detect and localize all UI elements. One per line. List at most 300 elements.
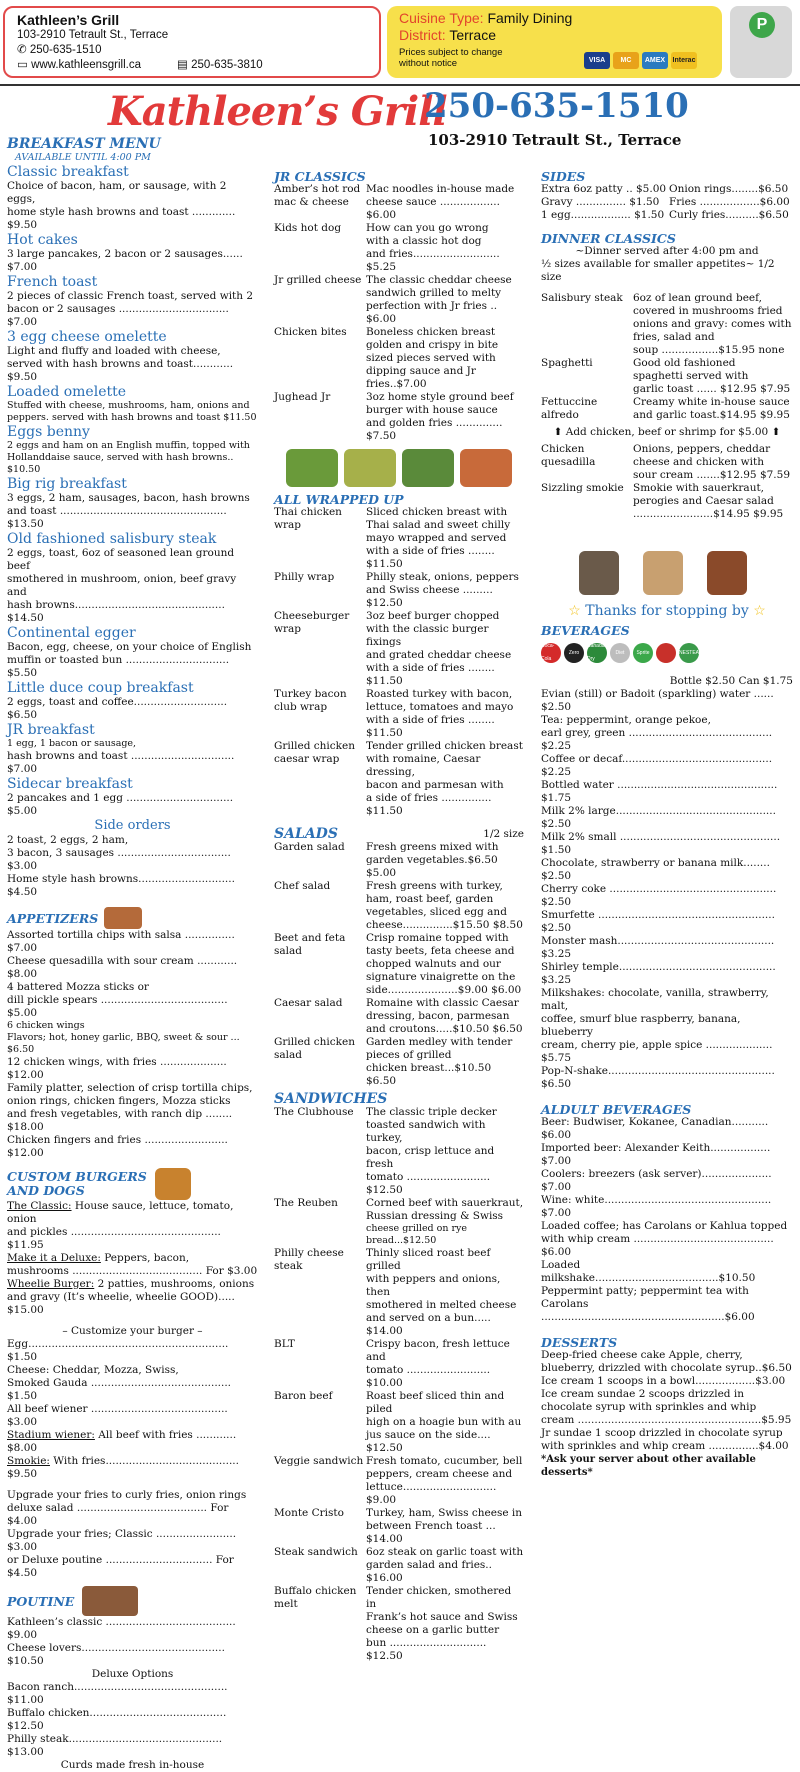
- item-desc-line: Thai salad and sweet chilly: [366, 519, 511, 531]
- menu-line: Assorted tortilla chips with salsa ............... $7.00: [7, 929, 235, 954]
- fax-icon: ▤: [177, 59, 192, 71]
- item-desc-line: bun ............................. $12.50: [366, 1637, 487, 1662]
- menu-item: [274, 1585, 524, 1663]
- customize-desc: All beef with fries ............ $8.00: [7, 1429, 237, 1454]
- menu-line: Chocolate, strawberry or banana milk........ $2.50: [541, 857, 770, 882]
- item-desc-line: with a side of fries ........ $11.50: [366, 545, 495, 570]
- burger-name: Wheelie Burger:: [7, 1278, 95, 1290]
- item-desc-line: Romaine with classic Caesar: [366, 997, 519, 1009]
- business-address: 103-2910 Tetrault St., Terrace: [17, 29, 169, 41]
- item-desc-line: lettuce............................ $9.00: [366, 1481, 497, 1506]
- item-desc-line: and fries.......................... $5.25: [366, 248, 500, 273]
- item-heading: Old fashioned salisbury steak: [7, 531, 217, 547]
- item-desc: [633, 443, 793, 482]
- item-desc-line: signature vinaigrette on the: [366, 971, 516, 983]
- item-desc-line: perogies and Caesar salad: [633, 495, 774, 507]
- section-title-text: APPETIZERS: [7, 910, 99, 926]
- item-desc-line: home style hash browns and toast ............. $9.50: [7, 206, 236, 231]
- item-desc: [366, 222, 524, 274]
- side-item: Curly fries..........$6.50: [669, 209, 789, 221]
- side-item: Fries ..................$6.00: [669, 196, 790, 208]
- up-arrow-icon: ⬆: [553, 426, 566, 438]
- item-desc-line: golden and crispy in bite: [366, 339, 499, 351]
- menu-line: Flavors; hot, honey garlic, BBQ, sweet & sour ... $6.50: [7, 1032, 240, 1055]
- item-desc: [366, 841, 524, 880]
- item-desc-line: Corned beef with sauerkraut,: [366, 1197, 524, 1209]
- item-name: The Reuben: [274, 1197, 338, 1209]
- item-desc-line: and served on a bun..... $14.00: [366, 1312, 491, 1337]
- brand-logo-icon: [656, 643, 676, 663]
- item-desc-line: 3 eggs, 2 ham, sausages, bacon, hash browns: [7, 492, 250, 504]
- item-desc-line: and Swiss cheese ......... $12.50: [366, 584, 493, 609]
- item-name: BLT: [274, 1338, 295, 1350]
- item-name: Spaghetti: [541, 357, 593, 369]
- item-desc-line: and golden fries .............. $7.50: [366, 417, 503, 442]
- mastercard-icon: MC: [613, 52, 639, 69]
- menu-item: [541, 396, 793, 422]
- item-desc: [633, 357, 793, 396]
- appetizer-photo: [104, 907, 142, 929]
- side-orders-title: Side orders: [94, 818, 171, 833]
- sides-row: [541, 196, 793, 209]
- menu-line: Coffee or decaf............................................. $2.25: [541, 753, 773, 778]
- item-name: Jughead Jr: [274, 391, 331, 403]
- section-title-jr: JR CLASSICS: [274, 169, 366, 184]
- add-on-text: Add chicken, beef or shrimp for $5.00: [565, 426, 769, 438]
- item-name: Jr grilled cheese: [274, 274, 362, 286]
- menu-item: [274, 571, 524, 610]
- menu-line: blueberry, drizzled with chocolate syrup..$6.50: [541, 1362, 792, 1374]
- item-desc-line: Light and fluffy and loaded with cheese,: [7, 345, 221, 357]
- menu-line: Family platter, selection of crisp tortilla chips,: [7, 1082, 253, 1094]
- item-desc-line: dressing, bacon, parmesan: [366, 1010, 510, 1022]
- item-desc-line: Fresh tomato, cucumber, bell: [366, 1455, 523, 1467]
- menu-line: 3 bacon, 3 sausages .................................. $3.00: [7, 847, 231, 872]
- item-name: Salisbury steak: [541, 292, 623, 304]
- item-heading: French toast: [7, 274, 98, 290]
- item-desc-line: onions and gravy: comes with: [633, 318, 792, 330]
- item-desc-line: muffin or toasted bun ............................... $5.50: [7, 654, 230, 679]
- phone-number[interactable]: 250-635-1510: [29, 44, 102, 56]
- customize-desc: All beef wiener ......................................... $3.00: [7, 1403, 228, 1428]
- item-desc: [633, 482, 793, 521]
- burger-name: Make it a Deluxe:: [7, 1252, 101, 1264]
- menu-column-3: [541, 170, 793, 1479]
- item-name: Philly wrap: [274, 571, 335, 583]
- brand-logo-icon: Canada Dry: [587, 643, 607, 663]
- menu-line: Shirley temple............................................... $3.25: [541, 961, 776, 986]
- food-photo: [402, 449, 454, 487]
- item-desc-line: Turkey, ham, Swiss cheese in: [366, 1507, 523, 1519]
- item-desc-line: Russian dressing & Swiss: [366, 1210, 504, 1222]
- item-desc-line: The classic triple decker: [366, 1106, 497, 1118]
- menu-line: onion rings, chicken fingers, Mozza sticks: [7, 1095, 231, 1107]
- fax-number: 250-635-3810: [191, 59, 263, 71]
- food-photo: [707, 551, 747, 595]
- item-name: Philly cheese steak: [274, 1247, 344, 1272]
- menu-line: or Deluxe poutine ................................ For $4.50: [7, 1554, 234, 1579]
- menu-item: [274, 1390, 524, 1455]
- district-label: District:: [399, 27, 446, 43]
- menu-item: [274, 1546, 524, 1585]
- item-name: Chicken quesadilla: [541, 443, 596, 468]
- item-desc-line: hash browns and toast ............................... $7.00: [7, 750, 235, 775]
- item-desc-line: a side of fries ............... $11.50: [366, 792, 492, 817]
- customize-line: [7, 1364, 258, 1377]
- restaurant-logo: Kathleen’s Grill: [108, 88, 447, 135]
- menu-line: Chicken fingers and fries ......................... $12.00: [7, 1134, 228, 1159]
- customize-line: [7, 1377, 258, 1403]
- item-desc-line: bacon, crisp lettuce and fresh: [366, 1145, 495, 1170]
- menu-item: [541, 292, 793, 357]
- item-desc-line: Thinly sliced roast beef grilled: [366, 1247, 491, 1272]
- food-photo: [643, 551, 683, 595]
- menu-column-2: [274, 170, 524, 1663]
- sides-row: [541, 183, 793, 196]
- top-info-bar: [0, 0, 800, 84]
- item-desc: [366, 1036, 524, 1088]
- brand-logo-icon: NESTEA: [679, 643, 699, 663]
- item-desc-line: with a side of fries ........ $11.50: [366, 662, 495, 687]
- menu-line: with sprinkles and whip cream ...............$4.00: [541, 1440, 789, 1452]
- item-desc-line: 6oz steak on garlic toast with: [366, 1546, 524, 1558]
- item-desc-line: 2 eggs, toast, 6oz of seasoned lean ground beef: [7, 547, 235, 572]
- side-item: Gravy ............... $1.50: [541, 196, 660, 208]
- section-title-text: BREAKFAST MENU: [7, 136, 161, 152]
- website-link[interactable]: www.kathleensgrill.ca: [31, 59, 141, 71]
- phone-icon: ✆: [17, 44, 30, 56]
- item-desc-line: Roasted turkey with bacon,: [366, 688, 513, 700]
- menu-line: Monster mash............................................... $3.25: [541, 935, 775, 960]
- menu-item: [274, 841, 524, 880]
- menu-line: Jr sundae 1 scoop drizzled in chocolate syrup: [541, 1427, 783, 1439]
- item-name: Kids hot dog: [274, 222, 342, 234]
- item-desc-line: Stuffed with cheese, mushrooms, ham, onions and: [7, 400, 250, 411]
- menu-line: chocolate syrup with sprinkles and whip: [541, 1401, 757, 1413]
- item-name: Fettuccine alfredo: [541, 396, 598, 421]
- menu-line: cream, cherry pie, apple spice .................... $5.75: [541, 1039, 773, 1064]
- item-desc-line: 2 pancakes and 1 egg ................................ $5.00: [7, 792, 234, 817]
- menu-line: Carolans .......................................................$6.00: [541, 1298, 755, 1323]
- item-desc-line: garlic toast ...... $12.95 $7.95: [633, 383, 791, 395]
- item-heading: Sidecar breakfast: [7, 776, 133, 792]
- side-item: Onion rings........$6.50: [669, 183, 789, 195]
- cuisine-box: [387, 6, 722, 78]
- item-desc-line: Good old fashioned: [633, 357, 736, 369]
- customize-line: [7, 1403, 258, 1429]
- customize-desc: Egg............................................................ $1.50: [7, 1338, 229, 1363]
- menu-line: deluxe salad ....................................... For $4.00: [7, 1502, 229, 1527]
- menu-item: [274, 506, 524, 571]
- item-desc-line: hash browns............................................. $14.50: [7, 599, 225, 624]
- menu-line: coffee, smurf blue raspberry, banana, blueberry: [541, 1013, 741, 1038]
- item-name: Chef salad: [274, 880, 331, 892]
- item-desc-line: tomato ......................... $10.00: [366, 1364, 491, 1389]
- menu-line: Bacon ranch.............................................. $11.00: [7, 1681, 228, 1706]
- item-desc: [366, 997, 524, 1036]
- item-name: Steak sandwich: [274, 1546, 358, 1558]
- item-desc-line: 2 pieces of classic French toast, served with 2: [7, 290, 254, 302]
- salads-header: [274, 828, 524, 841]
- item-desc-line: cheese...............$15.50 $8.50: [366, 919, 523, 931]
- item-desc: [366, 1197, 524, 1247]
- deluxe-options: Deluxe Options: [91, 1668, 174, 1680]
- item-desc-line: How can you go wrong: [366, 222, 489, 234]
- item-desc-line: with romaine, Caesar dressing,: [366, 753, 481, 778]
- burger-line: [7, 1200, 258, 1226]
- customize-desc: Smoked Gauda .......................................... $1.50: [7, 1377, 232, 1402]
- food-photo: [460, 449, 512, 487]
- item-desc-line: Philly steak, onions, peppers: [366, 571, 519, 583]
- item-desc-line: Onions, peppers, cheddar: [633, 443, 771, 455]
- sides-row: [541, 209, 793, 222]
- item-desc-line: cheese grilled on rye bread...$12.50: [366, 1223, 468, 1246]
- photo-strip: [579, 551, 793, 595]
- item-desc-line: cheese and chicken with: [633, 456, 764, 468]
- menu-item: [274, 740, 524, 818]
- amex-icon: AMEX: [642, 52, 668, 69]
- section-title-text: POUTINE: [7, 1593, 75, 1609]
- item-desc-line: smothered in melted cheese: [366, 1299, 517, 1311]
- item-desc: [366, 740, 524, 818]
- menu-line: and fresh vegetables, with ranch dip ........ $18.00: [7, 1108, 233, 1133]
- brand-logo-icon: Sprite: [633, 643, 653, 663]
- up-arrow-icon: ⬆: [768, 426, 781, 438]
- item-desc: [633, 396, 793, 422]
- burger-desc: 2 patties, mushrooms, onions: [97, 1278, 255, 1290]
- menu-line: Milkshakes: chocolate, vanilla, strawberry, malt,: [541, 987, 769, 1012]
- item-desc-line: Tender grilled chicken breast: [366, 740, 523, 752]
- brand-logo-icon: Coca-Cola: [541, 643, 561, 663]
- section-subtitle: AVAILABLE UNTIL 4:00 PM: [15, 152, 151, 163]
- banner-phone: 250-635-1510: [424, 86, 689, 126]
- item-desc-line: Fresh greens mixed with: [366, 841, 499, 853]
- item-name: Monte Cristo: [274, 1507, 344, 1519]
- item-desc: [366, 1455, 524, 1507]
- section-title-dinner: DINNER CLASSICS: [541, 231, 676, 246]
- item-desc-line: ham, roast beef, garden: [366, 893, 494, 905]
- burger-desc: Peppers, bacon,: [104, 1252, 190, 1264]
- item-desc-line: 3 large pancakes, 2 bacon or 2 sausages...... $7.00: [7, 248, 243, 273]
- item-desc-line: with a side of fries ........ $11.50: [366, 714, 495, 739]
- item-desc-line: between French toast ... $14.00: [366, 1520, 496, 1545]
- brand-logo-icon: Diet: [610, 643, 630, 663]
- menu-line: 2 toast, 2 eggs, 2 ham,: [7, 834, 129, 846]
- section-title-sides: SIDES: [541, 169, 586, 184]
- item-desc-line: toasted sandwich with turkey,: [366, 1119, 486, 1144]
- menu-item: [274, 1197, 524, 1247]
- item-heading: Hot cakes: [7, 232, 78, 248]
- item-desc-line: tomato ......................... $12.50: [366, 1171, 491, 1196]
- item-desc-line: burger with house sauce: [366, 404, 498, 416]
- section-title-text: CUSTOM BURGERS AND DOGS: [7, 1169, 147, 1198]
- item-desc-line: garden vegetables.$6.50 $5.00: [366, 854, 498, 879]
- poutine-photo: [82, 1586, 138, 1616]
- menu-line: Wine: white.................................................. $7.00: [541, 1194, 772, 1219]
- item-desc-line: 3oz beef burger chopped: [366, 610, 500, 622]
- item-desc-line: Boneless chicken breast: [366, 326, 496, 338]
- item-desc-line: served with hash browns and toast............ $9.50: [7, 358, 234, 383]
- item-heading: JR breakfast: [7, 722, 95, 738]
- menu-line: Milk 2% small ................................................ $1.50: [541, 831, 781, 856]
- burger-line: [7, 1291, 258, 1317]
- item-desc-line: 1 egg, 1 bacon or sausage,: [7, 738, 137, 749]
- item-heading: Big rig breakfast: [7, 476, 127, 492]
- menu-line: 12 chicken wings, with fries .................... $12.00: [7, 1056, 227, 1081]
- item-desc: [366, 183, 524, 222]
- menu-item: [274, 688, 524, 740]
- menu-line: Peppermint patty; peppermint tea with: [541, 1285, 749, 1297]
- item-desc-line: side.....................$9.00 $6.00: [366, 984, 522, 996]
- section-title-desserts: DESSERTS: [541, 1335, 618, 1350]
- item-desc: [366, 1106, 524, 1197]
- item-desc: [366, 1507, 524, 1546]
- item-desc-line: chopped walnuts and our: [366, 958, 501, 970]
- item-desc-line: Smokie with sauerkraut,: [633, 482, 765, 494]
- item-desc: [366, 1247, 524, 1338]
- item-desc-line: peppers. served with hash browns and toast $11.50: [7, 412, 257, 423]
- menu-item: [274, 326, 524, 391]
- menu-item: [274, 1247, 524, 1338]
- menu-item: [274, 1106, 524, 1197]
- item-desc-line: pieces of grilled: [366, 1049, 452, 1061]
- business-name: Kathleen’s Grill: [17, 12, 120, 28]
- section-title-burgers: [7, 1168, 258, 1200]
- burger-line: [7, 1252, 258, 1265]
- menu-item: [274, 1036, 524, 1088]
- item-desc-line: garden salad and fries.. $16.00: [366, 1559, 492, 1584]
- item-desc-line: Roast beef sliced thin and piled: [366, 1390, 505, 1415]
- item-desc-line: Choice of bacon, ham, or sausage, with 2 eggs,: [7, 180, 227, 205]
- menu-line: Philly steak.............................................. $13.00: [7, 1733, 223, 1758]
- burger-name: The Classic:: [7, 1200, 72, 1212]
- item-name: The Clubhouse: [274, 1106, 354, 1118]
- item-desc: [366, 688, 524, 740]
- item-desc-line: Bacon, egg, cheese, on your choice of English: [7, 641, 252, 653]
- item-desc: [366, 1546, 524, 1585]
- side-item: 1 egg.................. $1.50: [541, 209, 665, 221]
- item-name: Veggie sandwich: [274, 1455, 364, 1467]
- item-desc-line: Crispy bacon, fresh lettuce and: [366, 1338, 510, 1363]
- menu-item: [274, 932, 524, 997]
- item-desc-line: soup .................$15.95 none: [633, 344, 785, 356]
- banner-address: 103-2910 Tetrault St., Terrace: [428, 131, 682, 149]
- menu-item: [541, 443, 793, 482]
- burger-desc: mushrooms ....................................... For $3.00: [7, 1265, 258, 1277]
- menu-item: [274, 1455, 524, 1507]
- item-desc-line: sour cream .......$12.95 $7.59: [633, 469, 790, 481]
- item-desc-line: dipping sauce and Jr fries..$7.00: [366, 365, 476, 390]
- side-item: Extra 6oz patty .. $5.00: [541, 183, 667, 195]
- menu-line: cream .......................................................$5.95: [541, 1414, 792, 1426]
- item-desc-line: Fresh greens with turkey,: [366, 880, 503, 892]
- menu-line: Pop-N-shake.................................................. $6.50: [541, 1065, 775, 1090]
- dinner-note-line: ½ sizes available for smaller appetites~ 1/2 size: [541, 258, 775, 283]
- customize-desc: Cheese: Cheddar, Mozza, Swiss,: [7, 1364, 179, 1376]
- item-desc-line: chicken breast...$10.50 $6.50: [366, 1062, 492, 1087]
- dinner-note-line: ~Dinner served after 4:00 pm and: [575, 245, 759, 257]
- menu-line: Ice cream 1 scoops in a bowl..................$3.00: [541, 1375, 786, 1387]
- item-desc-line: with the classic burger fixings: [366, 623, 489, 648]
- menu-line: Milk 2% large................................................ $2.50: [541, 805, 776, 830]
- menu-item: [274, 1338, 524, 1390]
- menu-line: Bottled water ................................................ $1.75: [541, 779, 778, 804]
- menu-item: [541, 357, 793, 396]
- menu-line: Buffalo chicken......................................... $12.50: [7, 1707, 227, 1732]
- item-desc-line: with a classic hot dog: [366, 235, 482, 247]
- item-desc-line: with peppers and onions, then: [366, 1273, 501, 1298]
- menu-line: Cheese lovers........................................... $10.50: [7, 1642, 225, 1667]
- item-desc-line: mayo wrapped and served: [366, 532, 507, 544]
- item-heading: Classic breakfast: [7, 164, 129, 180]
- menu-line: 6 chicken wings: [7, 1020, 85, 1031]
- item-desc-line: peppers, cream cheese and: [366, 1468, 513, 1480]
- burger-photo: [155, 1168, 191, 1200]
- half-size-label: 1/2 size: [483, 828, 524, 840]
- item-desc: [366, 506, 524, 571]
- item-desc: [366, 571, 524, 610]
- item-desc-line: Frank’s hot sauce and Swiss: [366, 1611, 518, 1623]
- item-desc-line: lettuce, tomatoes and mayo: [366, 701, 514, 713]
- item-desc-line: covered in mushrooms fried: [633, 305, 783, 317]
- menu-line: Evian (still) or Badoit (sparkling) water ...... $2.50: [541, 688, 774, 713]
- item-desc-line: perfection with Jr fries .. $6.00: [366, 300, 498, 325]
- menu-line: Kathleen’s classic ....................................... $9.00: [7, 1616, 236, 1641]
- item-desc: [366, 610, 524, 688]
- menu-line: Smurfette ..................................................... $2.50: [541, 909, 775, 934]
- item-desc-line: 3oz home style ground beef: [366, 391, 514, 403]
- item-name: Grilled chicken salad: [274, 1036, 355, 1061]
- item-desc: [366, 880, 524, 932]
- burger-desc: and pickles ............................................. $11.95: [7, 1226, 221, 1251]
- menu-item: [274, 274, 524, 326]
- burger-desc: and gravy (It’s wheelie, wheelie GOOD)..... $15.00: [7, 1291, 235, 1316]
- interac-icon: Interac: [671, 52, 697, 69]
- item-desc: [366, 932, 524, 997]
- menu-line: with whip cream .......................................... $6.00: [541, 1233, 774, 1258]
- item-desc-line: high on a hoagie bun with au: [366, 1416, 522, 1428]
- item-desc-line: 6oz of lean ground beef,: [633, 292, 762, 304]
- thanks-line: [541, 605, 793, 618]
- customize-line: [7, 1455, 258, 1481]
- contact-box: [3, 6, 381, 78]
- item-desc-line: spaghetti served with: [633, 370, 749, 382]
- item-name: Cheeseburger wrap: [274, 610, 350, 635]
- menu-line: dill pickle spears ...................................... $5.00: [7, 994, 228, 1019]
- item-heading: 3 egg cheese omelette: [7, 329, 167, 345]
- item-name: Beet and feta salad: [274, 932, 346, 957]
- item-desc: [366, 326, 524, 391]
- photo-strip: [286, 449, 524, 487]
- item-desc-line: Hollanddaise sauce, served with hash browns.. $10.50: [7, 452, 234, 475]
- item-desc-line: and grated cheddar cheese: [366, 649, 512, 661]
- menu-line: Cherry coke .................................................. $2.50: [541, 883, 777, 908]
- menu-item: [274, 997, 524, 1036]
- food-photo: [579, 551, 619, 595]
- burger-line: [7, 1265, 258, 1278]
- menu-line: Ice cream sundae 2 scoops drizzled in: [541, 1388, 744, 1400]
- item-desc-line: vegetables, sliced egg and: [366, 906, 507, 918]
- burger-desc: House sauce, lettuce, tomato, onion: [7, 1200, 234, 1225]
- price-note: Prices subject to change without notice: [399, 47, 503, 69]
- parking-icon: P: [749, 12, 775, 38]
- item-desc-line: Creamy white in-house sauce: [633, 396, 790, 408]
- burger-line: [7, 1278, 258, 1291]
- item-desc-line: Crisp romaine topped with: [366, 932, 509, 944]
- item-desc-line: and toast .................................................. $13.50: [7, 505, 227, 530]
- parking-box: [730, 6, 792, 78]
- menu-item: [274, 183, 524, 222]
